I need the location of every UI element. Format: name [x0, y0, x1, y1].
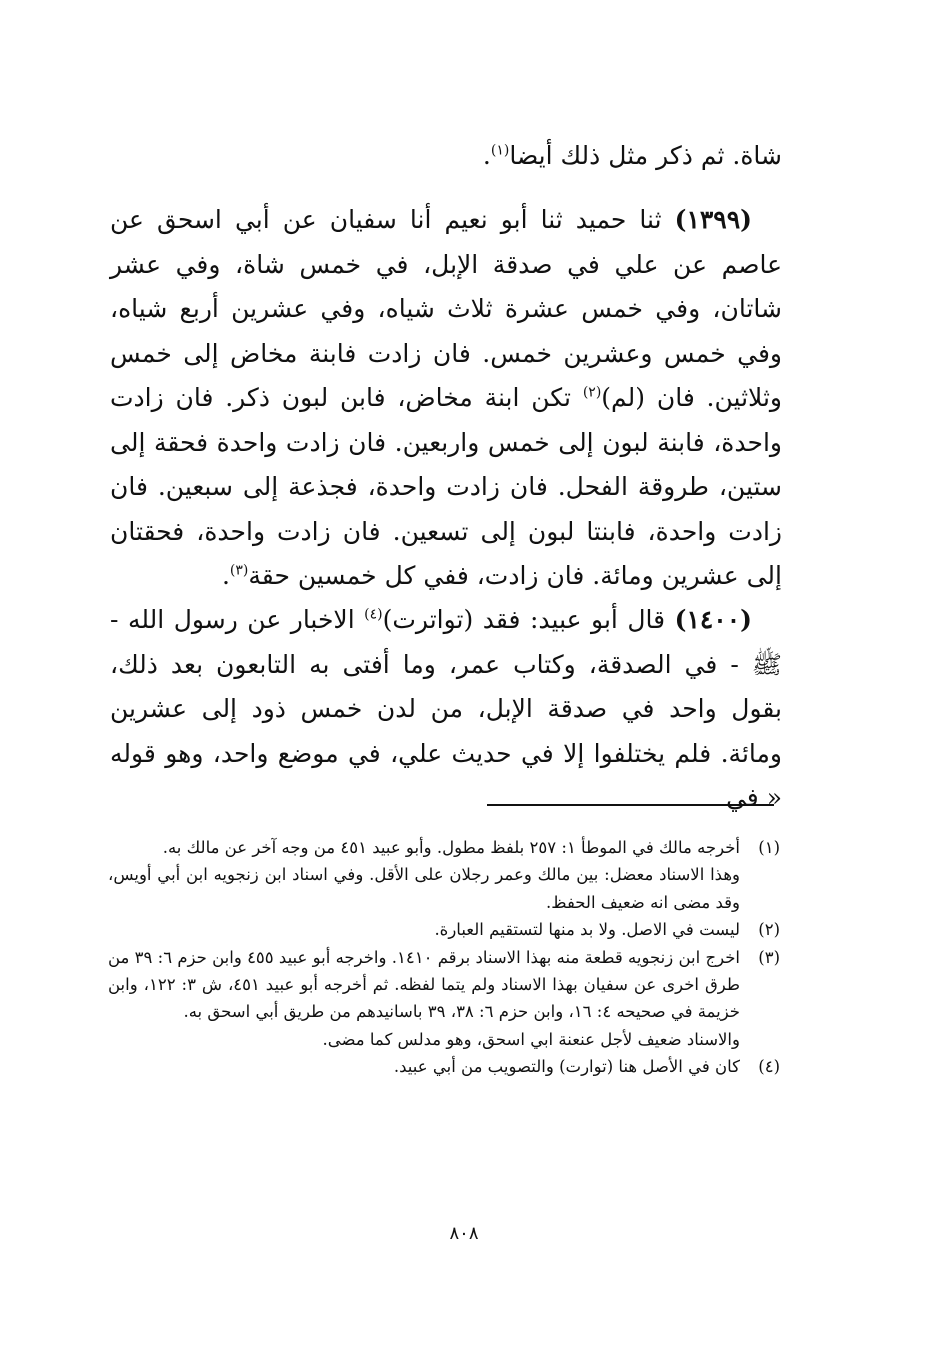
paragraph-end: .	[482, 141, 491, 170]
footnote-1	[108, 834, 780, 861]
footnote-ref: (٢)	[582, 384, 602, 401]
hadith-text-cont: تكن ابنة مخاض، فابن لبون ذكر. فان زادت واحدة، فابنة لبون إلى خمس واربعين. فان زادت واحدة فحقة إلى ستين، طروقة الفحل. فان زادت واحدة، فجذعة إلى سبعين. فان زادت واحدة، فابنتا لبون إلى تسعين. فان زادت واحدة، فحقتان إلى عشرين ومائة. فان زادت، ففي كل خمسين حقة	[110, 383, 782, 590]
footnote-number: (٣)	[758, 947, 780, 967]
paragraph-text: شاة. ثم ذكر مثل ذلك أيضا	[509, 141, 782, 170]
hadith-text-cont: الاخبار عن رسول الله - ﷺ - في الصدقة، وكتاب عمر، وما أفتى به التابعون بعد ذلك، بقول واحد في صدقة الإبل، من لدن خمس ذود إلى عشرين ومائة. فلم يختلفوا إلا في حديث علي، في موضع واحد، وهو قوله « في	[110, 605, 782, 812]
footnote-divider	[487, 804, 774, 806]
footnote-3-continuation: والاسناد ضعيف لأجل عنعنة ابي اسحق، وهو مدلس كما مضى.	[322, 1029, 740, 1049]
footnote-ref: (١)	[490, 142, 510, 159]
bracket-insertion: (لم)	[601, 383, 646, 412]
footnote-text: أخرجه مالك في الموطأ ١: ٢٥٧ بلفظ مطول. وأبو عبيد ٤٥١ من وجه آخر عن مالك به.	[162, 838, 740, 857]
footnote-text: ليست في الاصل. ولا بد منها لتستقيم العبارة.	[434, 920, 740, 940]
footnote-3	[108, 944, 780, 1026]
hadith-text: ثنا حميد ثنا أبو نعيم أنا سفيان عن أبي اسحق عن عاصم عن علي في صدقة الإبل، في خمس شاة، وفي عشر شاتان، وفي خمس عشرة ثلاث شياه، وفي عشرين أربع شياه، وفي خمس وعشرين خمس. فان زادت فابنة مخاض إلى خمس وثلاثين. فان	[110, 205, 782, 412]
page-number: ٨٠٨	[449, 1223, 479, 1244]
hadith-1400	[110, 598, 782, 821]
bracket-insertion: (تواترت)	[382, 605, 474, 634]
footnote-number: (٢)	[758, 920, 780, 940]
footnote-1-continuation: وهذا الاسناد معضل: بين مالك وعمر رجلان على الأقل. وفي اسناد ابن زنجويه ابن أبي أويس، وقد مضى انه ضعيف الحفظ.	[108, 865, 740, 912]
hadith-number: (١٤٠٠)	[674, 605, 753, 634]
footnote-text: كان في الأصل هنا (توارت) والتصويب من أبي عبيد.	[393, 1057, 740, 1077]
paragraph-end: .	[221, 561, 230, 590]
footnotes	[108, 834, 780, 1081]
footnote-2	[108, 916, 780, 943]
hadith-number: (١٣٩٩)	[674, 205, 752, 234]
footnote-4	[108, 1053, 780, 1080]
hadith-1399	[110, 198, 782, 599]
footnote-ref: (٣)	[229, 562, 249, 579]
footnote-number: (٤)	[758, 1057, 780, 1077]
hadith-text: قال أبو عبيد: فقد	[482, 605, 666, 634]
footnote-number: (١)	[758, 838, 780, 857]
footnote-text: اخرج ابن زنجويه قطعة منه بهذا الاسناد برقم ١٤١٠. واخرجه أبو عبيد ٤٥٥ وابن حزم ٦: ٣٩ من طرق اخرى عن سفيان بهذا الاسناد ولم يتما لفظه. ثم أخرجه أبو عبيد ٤٥١، ش ٣: ١٢٢، وابن خزيمة في صحيحه ٤: ١٦، وابن حزم ٦: ٣٨، ٣٩ باسانيدهم من طريق أبي اسحق به.	[108, 947, 740, 1022]
footnote-ref: (٤)	[364, 606, 383, 623]
paragraph-continuation	[110, 134, 782, 179]
